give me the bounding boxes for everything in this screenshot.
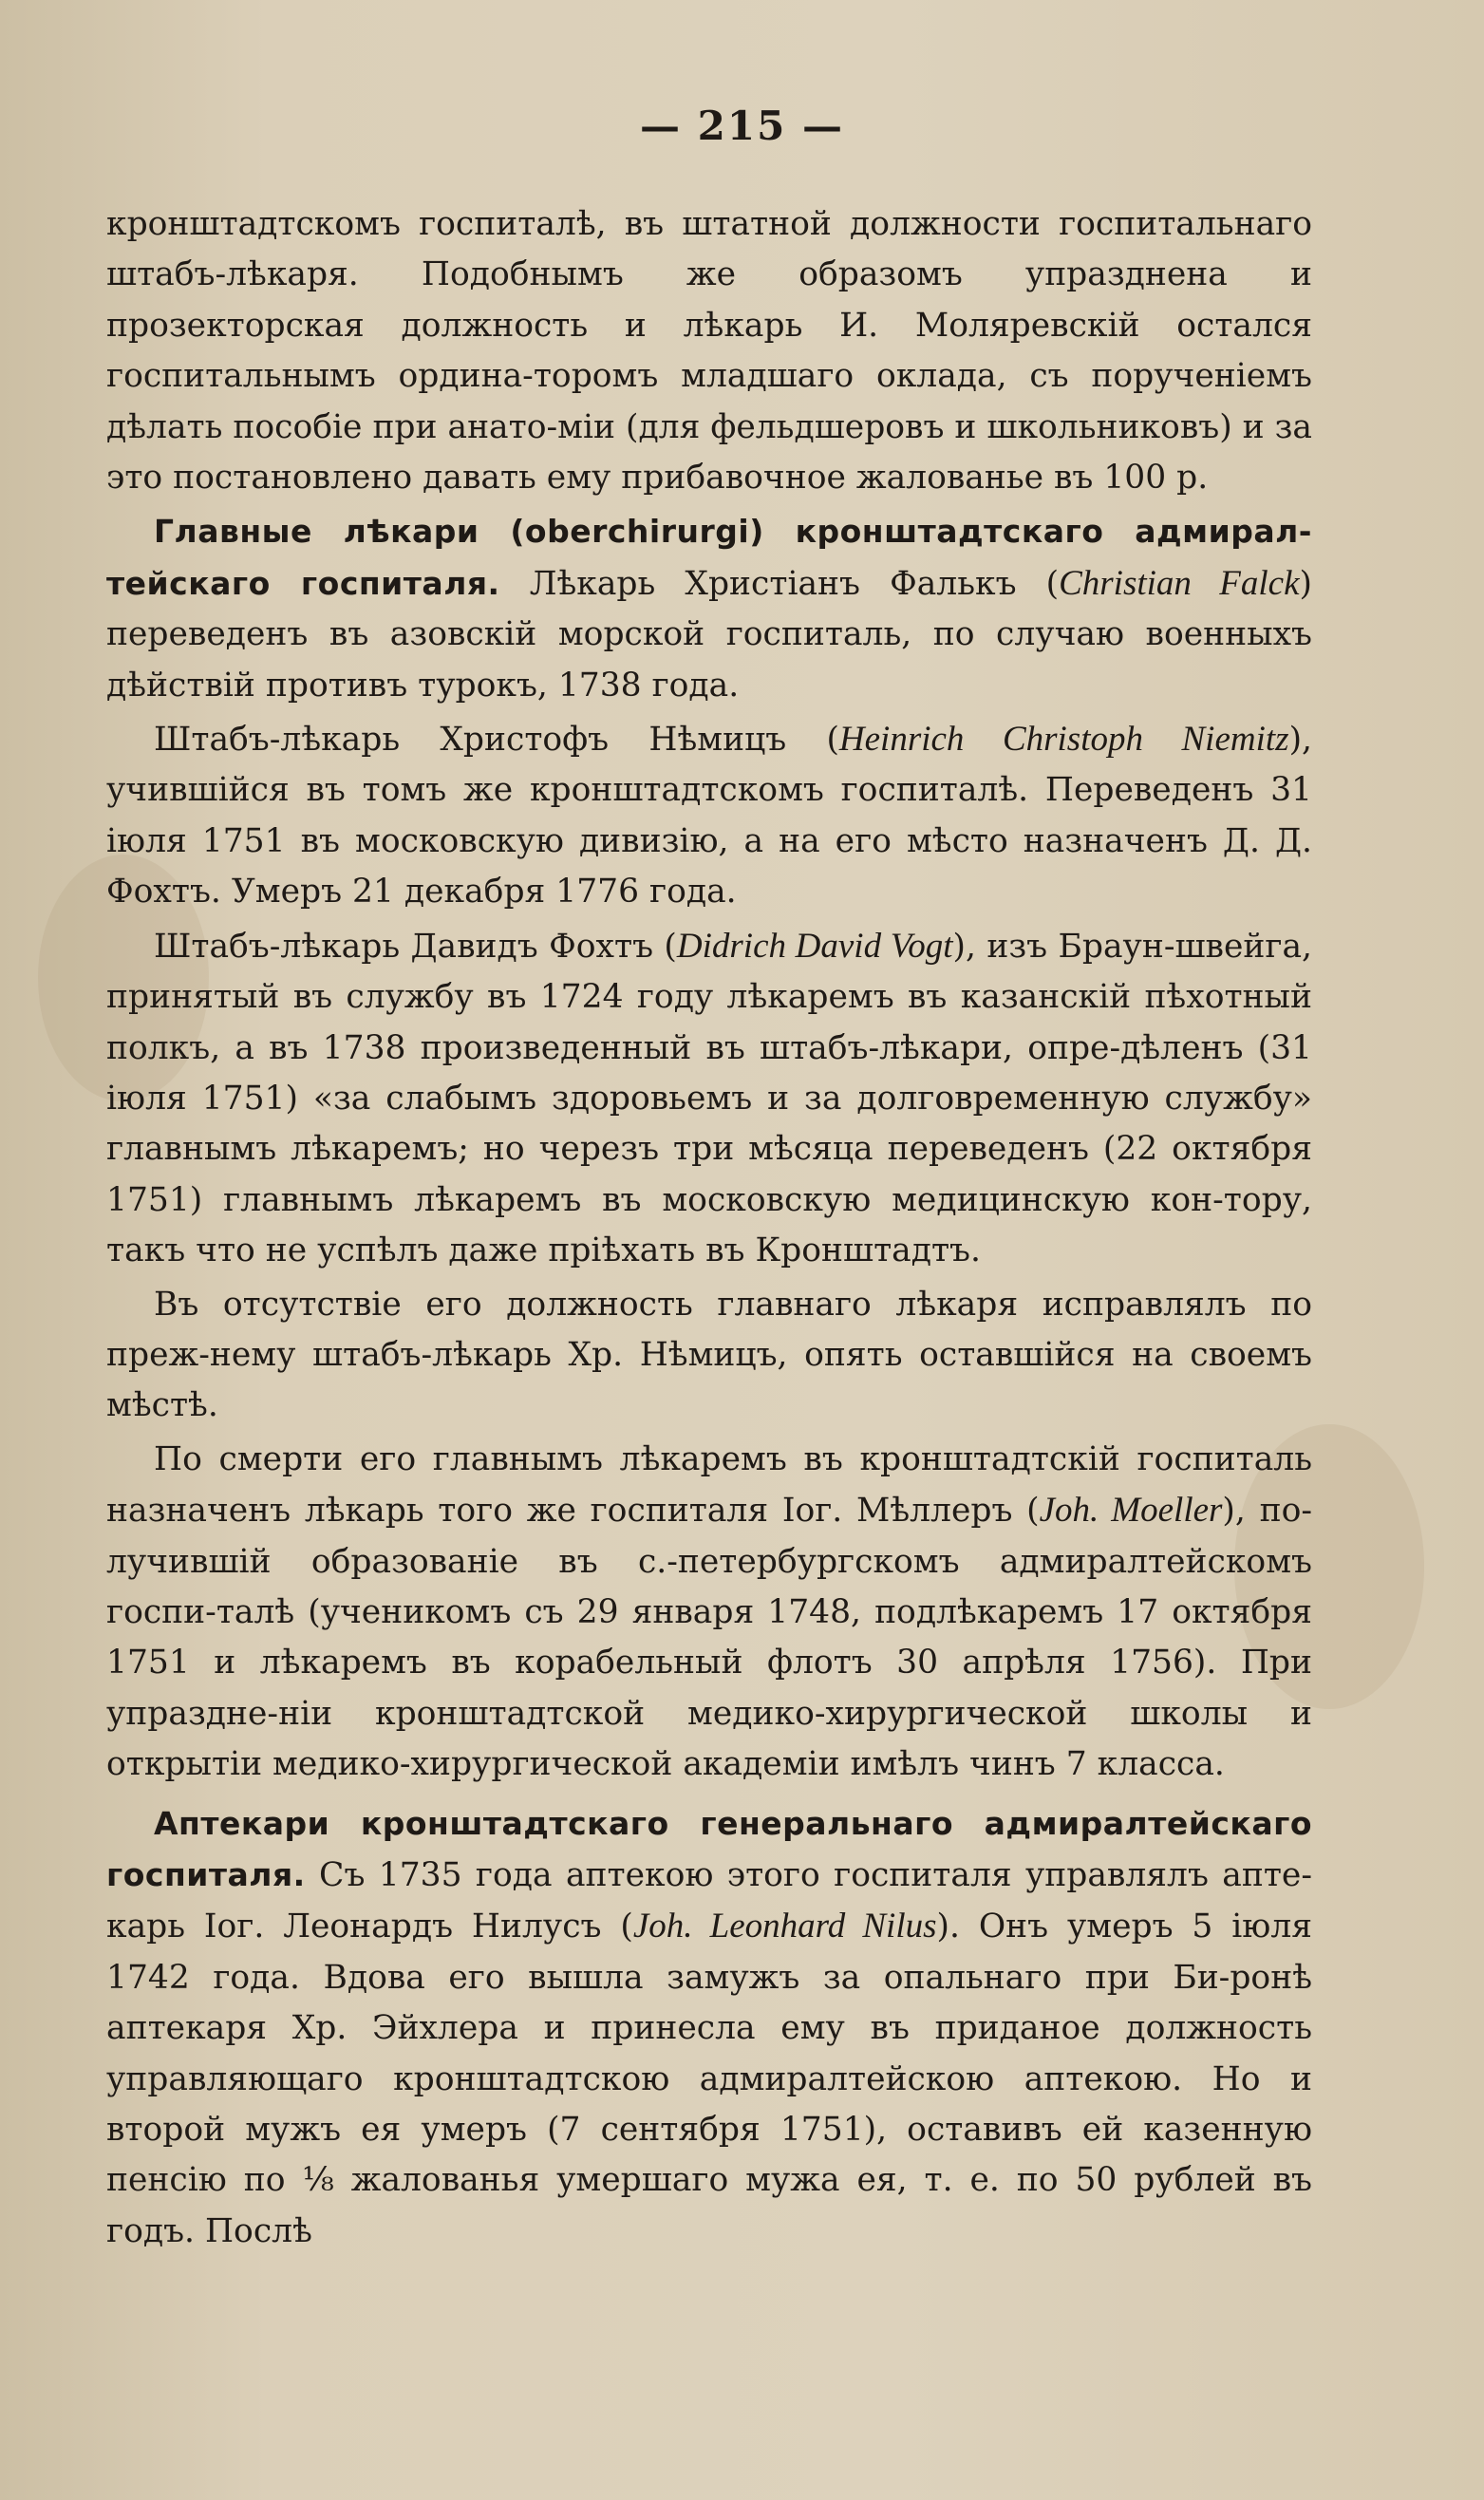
paragraph [106, 1435, 1312, 1791]
paragraph-text: Лѣкарь Христіанъ Фалькъ ( [499, 564, 1060, 603]
paragraph-text: ), учившійся въ томъ же кронштадтскомъ госпиталѣ. Переведенъ 31 іюля 1751 въ московскую дивизію, а на его мѣсто назначенъ Д. Д. Фохтъ. Умеръ 21 декабря 1776 года. [106, 721, 1312, 912]
paragraph-text: Штабъ-лѣкарь Христофъ Нѣмицъ ( [154, 721, 839, 760]
paragraph-text: Съ 1735 года аптекою этого госпиталя управлялъ апте-карь Іог. Леонардъ Нилусъ ( [106, 1856, 1312, 1946]
section-heading: Аптекари кронштадтскаго генеральнаго адмиралтейскаго госпиталя. [106, 1804, 1312, 1893]
latin-name: Joh. Moeller [1039, 1491, 1223, 1531]
latin-name: Joh. Leonhard Nilus [632, 1907, 937, 1946]
paragraph-text: По смерти его главнымъ лѣкаремъ въ кронштадтскій госпиталь назначенъ лѣкарь того же госпиталя Іог. Мѣллеръ ( [106, 1439, 1312, 1531]
paragraph [106, 921, 1312, 1277]
paragraph-text: ), изъ Браун-швейга, принятый въ службу въ 1724 году лѣкаремъ въ казанскій пѣхотный полкъ, а въ 1738 произведенный въ штабъ-лѣкари, опре-дѣленъ (31 іюля 1751) «за слабымъ здоровьемъ и за долговременную службу» главнымъ лѣкаремъ; но черезъ три мѣсяца переведенъ (22 октября 1751) главнымъ лѣкаремъ въ московскую медицинскую кон-тору, такъ что не успѣлъ даже пріѣхать въ Кронштадтъ. [106, 927, 1312, 1270]
paragraph-text: ), по-лучившій образованіе въ с.-петербургскомъ адмиралтейскомъ госпи-талѣ (ученикомъ съ 29 января 1748, подлѣкаремъ 17 октября 1751 и лѣкаремъ въ корабельный флотъ 30 апрѣля 1756). При упраздне-ніи кронштадтской медико-хирургической школы и открытіи медико-хирургической академіи имѣлъ чинъ 7 класса. [106, 1492, 1312, 1784]
page-number: — 215 — [640, 103, 844, 149]
paragraph [106, 199, 1312, 503]
paragraph [106, 1798, 1312, 2258]
paragraph-text: Штабъ-лѣкарь Давидъ Фохтъ ( [154, 927, 677, 966]
paragraph-text: ) переведенъ въ азовскій морской госпиталь, по случаю военныхъ дѣйствій противъ турокъ, 1738 года. [106, 564, 1312, 705]
paragraph-text: Въ отсутствіе его должность главнаго лѣкаря исправлялъ по преж-нему штабъ-лѣкарь Хр. Нѣмицъ, опять оставшійся на своемъ мѣстѣ. [106, 1285, 1312, 1425]
paragraph-text: кронштадтскомъ госпиталѣ, въ штатной должности госпитальнаго штабъ-лѣкаря. Подобнымъ же образомъ упразднена и прозекторская должность и лѣкарь И. Моляревскій остался госпитальнымъ ордина-торомъ младшаго оклада, съ порученіемъ дѣлать пособіе при анато-міи (для фельдшеровъ и школьниковъ) и за это постановлено давать ему прибавочное жалованье въ 100 р. [106, 205, 1312, 498]
paragraph [106, 714, 1312, 918]
latin-name: Heinrich Christoph Niemitz [838, 720, 1289, 760]
paragraph-text: ). Онъ умеръ 5 іюля 1742 года. Вдова его вышла замужъ за опальнаго при Би-ронѣ аптекаря Хр. Эйхлера и принесла ему въ приданое должность управляющаго кронштадтскою адмиралтейскою аптекою. Но и второй мужъ ея умеръ (7 сентября 1751), оставивъ ей казенную пенсію по ⅛ жалованья умершаго мужа ея, т. е. по 50 рублей въ годъ. Послѣ [106, 1908, 1312, 2250]
section-heading: Главные лѣкари (oberchirurgi) кронштадтскаго адмирал-тейскаго госпиталя. [106, 513, 1312, 602]
paragraph [106, 1280, 1312, 1432]
page-body-text [106, 199, 1312, 2257]
latin-name: Christian Falck [1059, 563, 1300, 603]
latin-name: Didrich David Vogt [676, 926, 953, 966]
paragraph [106, 506, 1312, 711]
